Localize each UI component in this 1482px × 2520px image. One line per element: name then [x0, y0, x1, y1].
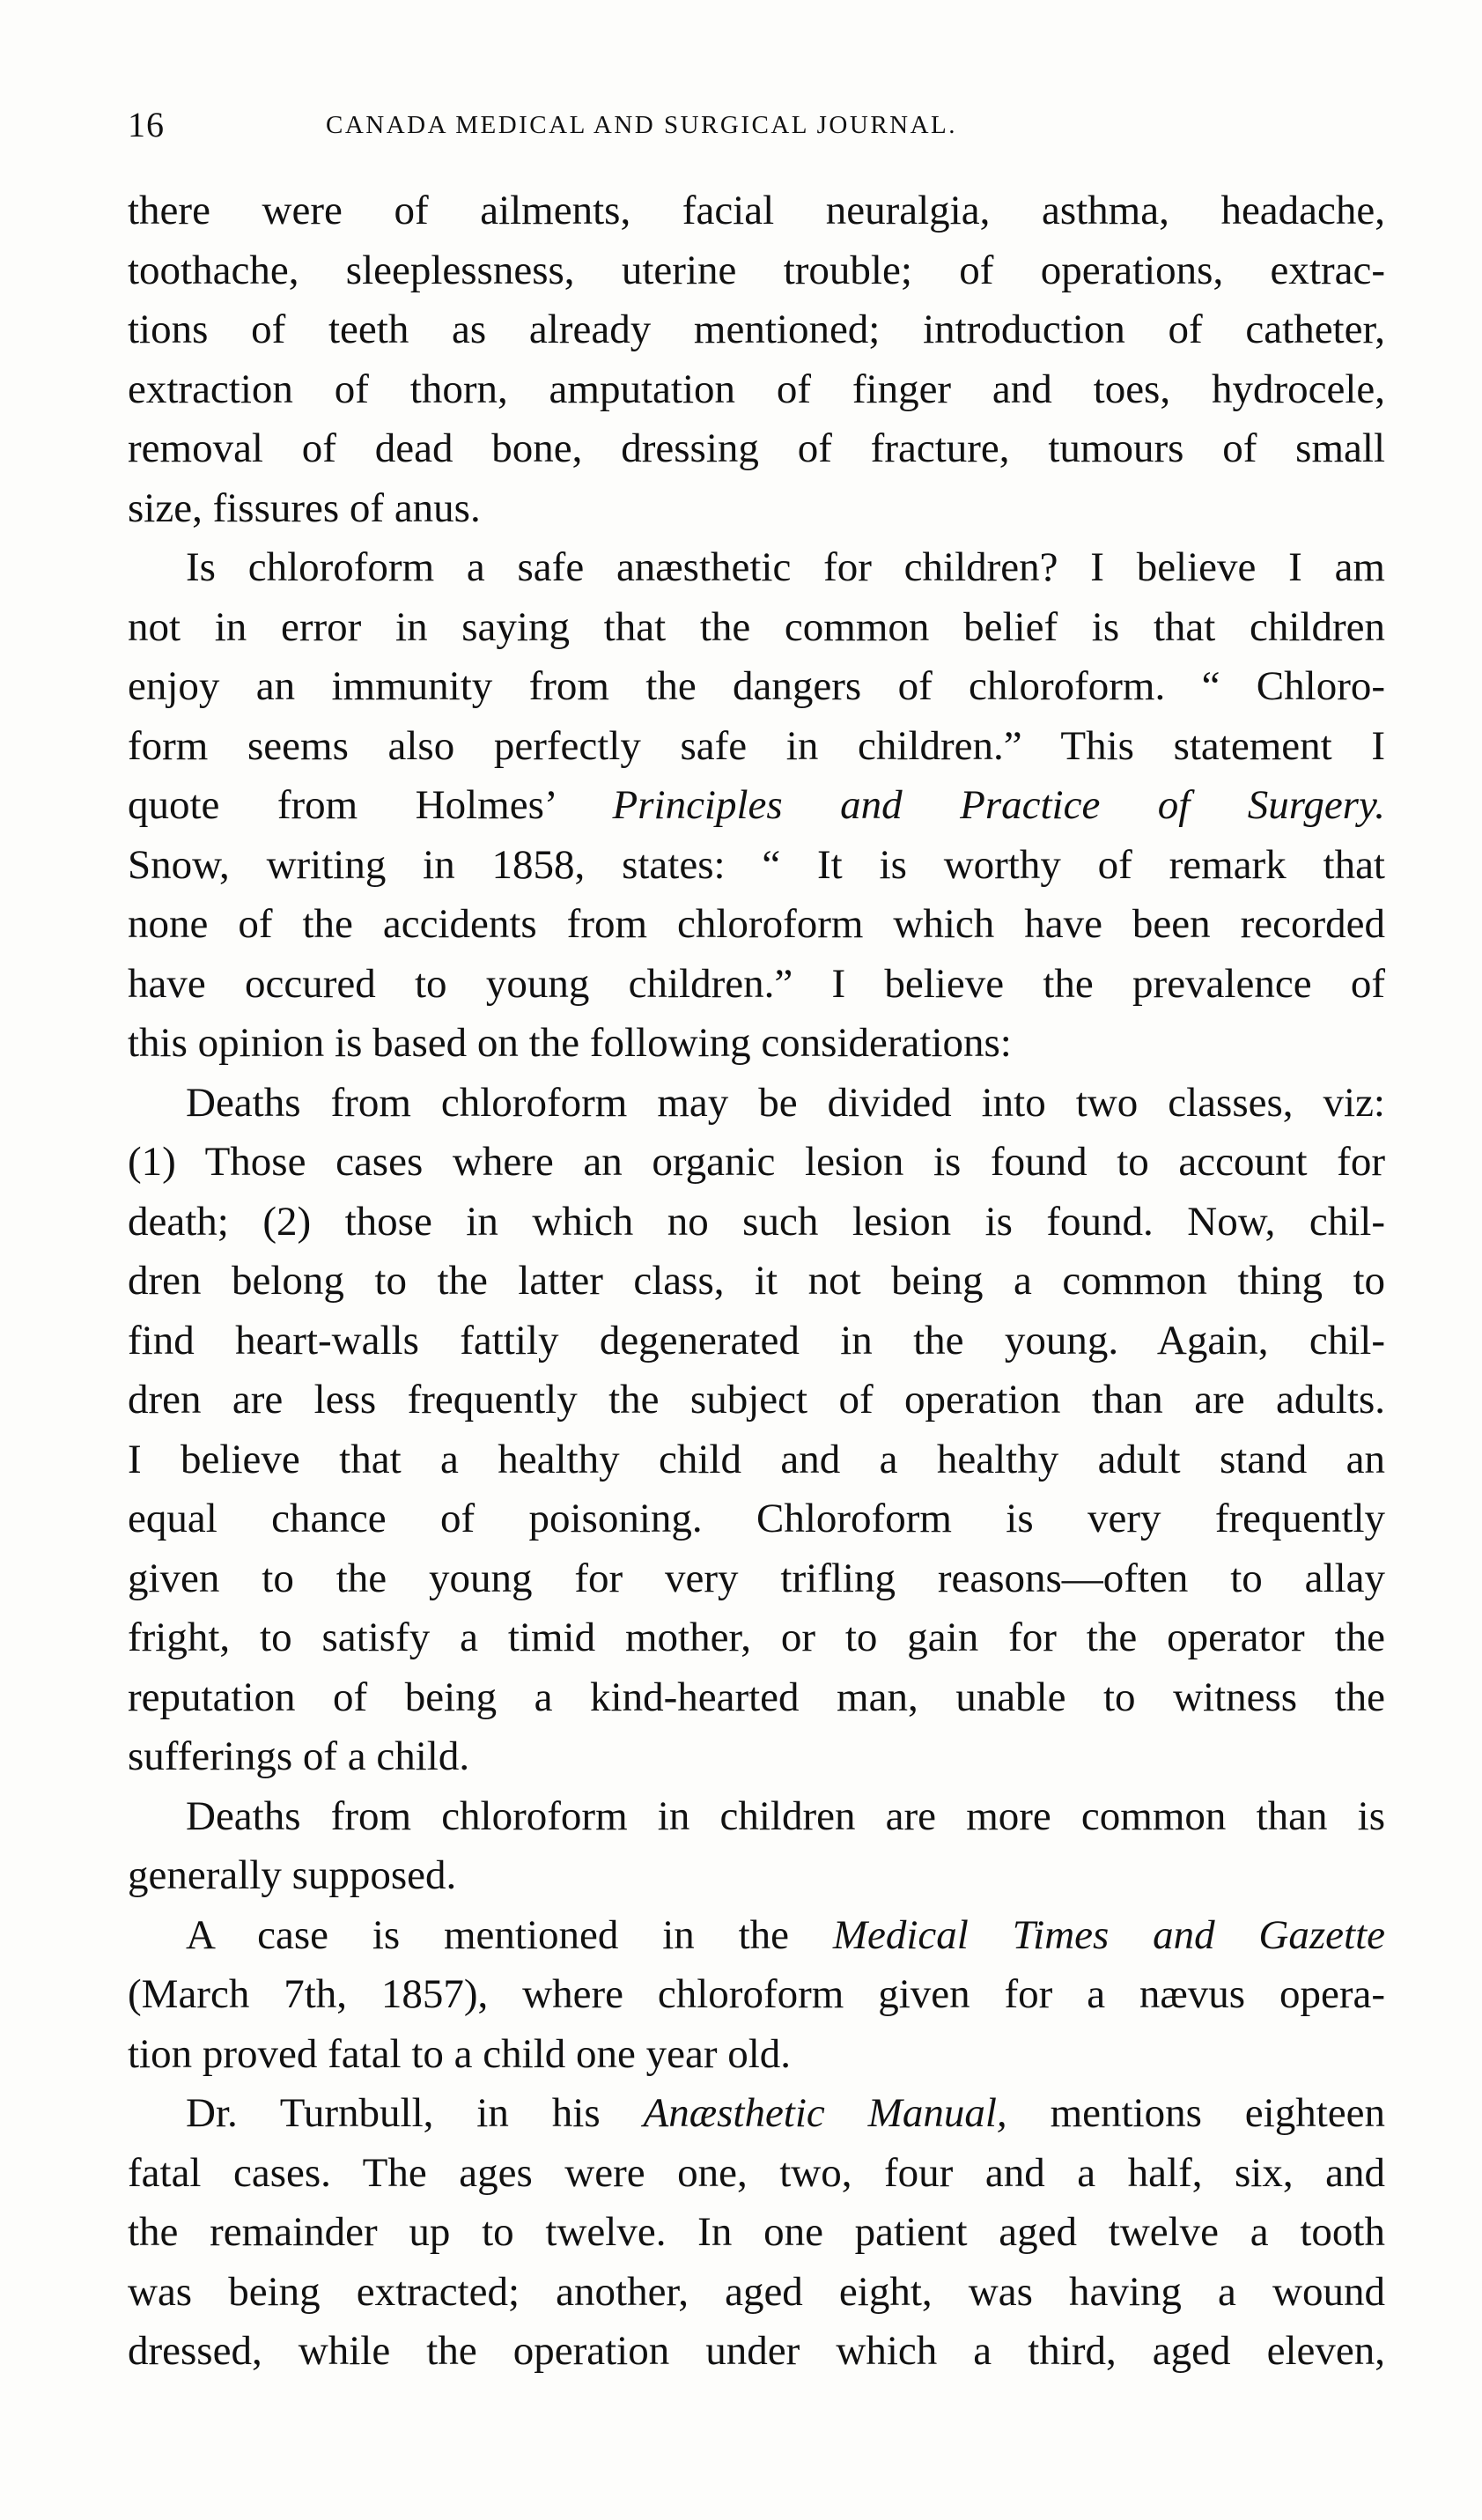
text-line: [128, 2084, 1385, 2144]
text-line: equal chance of poisoning. Chloroform is very frequently: [128, 1496, 1385, 1541]
text-segment: mentions eighteen: [1050, 2090, 1386, 2136]
text-line: given to the young for very trifling reasons—often to allay: [128, 1555, 1385, 1601]
text-line: reputation of being a kind-hearted man, unable to witness the: [128, 1674, 1385, 1720]
text-line: this opinion is based on the following considerations:: [128, 1020, 1012, 1066]
text-line: tions of teeth as already mentioned; introduction of catheter,: [128, 307, 1385, 352]
text-line: Is chloroform a safe anæsthetic for children? I believe I am: [186, 544, 1385, 590]
text-line: dren are less frequently the subject of operation than are adults.: [128, 1377, 1385, 1423]
text-line: form seems also perfectly safe in children.” This statement I: [128, 722, 1385, 769]
text-line: sufferings of a child.: [128, 1733, 470, 1779]
text-line: the remainder up to twelve. In one patient aged twelve a tooth: [128, 2209, 1385, 2255]
text-line: have occured to young children.” I believe the prevalence of: [128, 960, 1385, 1007]
text-line: toothache, sleeplessness, uterine trouble; of operations, extrac-: [128, 247, 1385, 293]
book-title-italic: Anæsthetic Manual,: [643, 2090, 1007, 2136]
text-line: Deaths from chloroform may be divided into two classes, viz:: [186, 1079, 1385, 1126]
text-line: [128, 776, 1385, 836]
text-line: there were of ailments, facial neuralgia, asthma, headache,: [128, 188, 1385, 233]
text-line: fright, to satisfy a timid mother, or to gain for the operator the: [128, 1615, 1385, 1660]
book-title-italic: Principles and Practice of Surgery.: [612, 782, 1385, 828]
text-line: fatal cases. The ages were one, two, four and a half, six, and: [128, 2149, 1385, 2196]
text-line: [128, 1906, 1385, 1966]
body-text: [128, 181, 1385, 2382]
text-line: dren belong to the latter class, it not being a common thing to: [128, 1258, 1385, 1304]
text-line: none of the accidents from chloroform which have been recorded: [128, 901, 1385, 947]
page-number: 16: [128, 105, 165, 144]
text-line: generally supposed.: [128, 1852, 457, 1898]
text-line: removal of dead bone, dressing of fracture, tumours of small: [128, 425, 1385, 471]
text-line: enjoy an immunity from the dangers of chloroform. “ Chloro-: [128, 663, 1385, 709]
text-line: find heart-walls fattily degenerated in the young. Again, chil-: [128, 1317, 1385, 1363]
text-line: size, fissures of anus.: [128, 484, 481, 531]
text-line: death; (2) those in which no such lesion is found. Now, chil-: [128, 1198, 1385, 1245]
text-line: I believe that a healthy child and a healthy adult stand an: [128, 1436, 1385, 1482]
text-segment: A case is mentioned in the: [186, 1911, 789, 1958]
text-segment: Dr. Turnbull, in his: [186, 2090, 601, 2136]
text-line: extraction of thorn, amputation of finger and toes, hydrocele,: [128, 366, 1385, 412]
running-head: [128, 104, 1360, 157]
text-segment: quote from Holmes’: [128, 782, 556, 828]
text-line: Deaths from chloroform in children are more common than is: [186, 1792, 1385, 1839]
text-line: dressed, while the operation under which a third, aged eleven,: [128, 2328, 1385, 2374]
text-line: not in error in saying that the common belief is that children: [128, 603, 1385, 650]
text-line: (1) Those cases where an organic lesion is found to account for: [128, 1139, 1385, 1185]
text-line: (March 7th, 1857), where chloroform given for a nævus opera-: [128, 1971, 1385, 2017]
journal-title-italic: Medical Times and Gazette: [832, 1911, 1385, 1958]
journal-title: CANADA MEDICAL AND SURGICAL JOURNAL.: [326, 111, 958, 139]
text-line: tion proved fatal to a child one year old.: [128, 2030, 792, 2077]
text-line: was being extracted; another, aged eight, was having a wound: [128, 2268, 1385, 2315]
text-line: Snow, writing in 1858, states: “ It is worthy of remark that: [128, 841, 1385, 888]
